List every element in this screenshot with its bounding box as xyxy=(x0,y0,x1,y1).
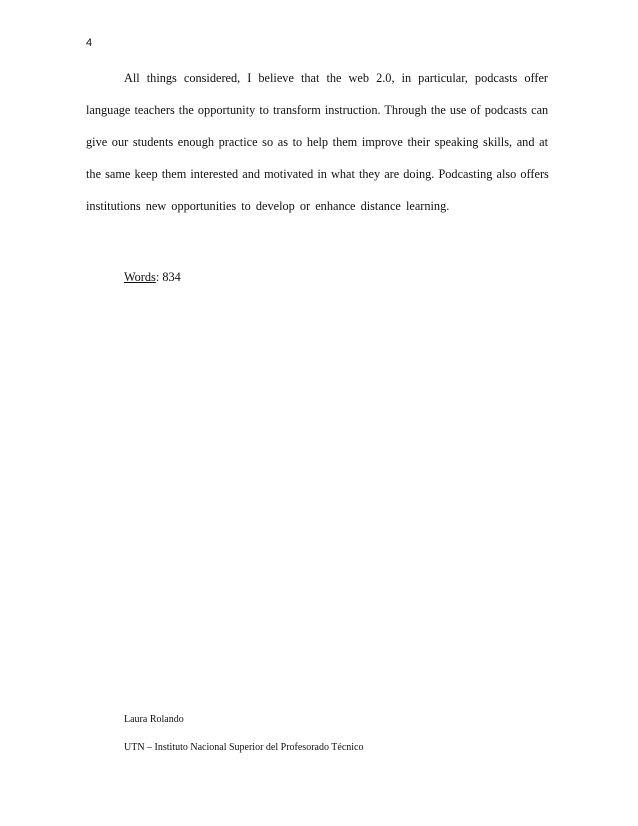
paragraph-line: institutions new opportunities to develop or enhance distance learning. xyxy=(86,199,450,213)
page-number: 4 xyxy=(86,37,93,49)
word-count-value: 834 xyxy=(162,270,181,284)
paragraph-line: give our students enough practice so as to help them improve their speaking skills, and at xyxy=(86,135,548,149)
paragraph-line: the same keep them interested and motivated in what they are doing. Podcasting also offers xyxy=(86,167,549,181)
footer-institution: UTN – Instituto Nacional Superior del Profesorado Técnico xyxy=(124,742,364,753)
word-count-separator: : xyxy=(155,270,163,284)
paragraph-line: language teachers the opportunity to transform instruction. Through the use of podcasts can xyxy=(86,103,549,117)
word-count xyxy=(124,270,181,284)
word-count-label: Words xyxy=(124,270,156,284)
footer-author: Laura Rolando xyxy=(124,714,184,725)
paragraph-line: All things considered, I believe that the web 2.0, in particular, podcasts offer xyxy=(124,71,548,85)
